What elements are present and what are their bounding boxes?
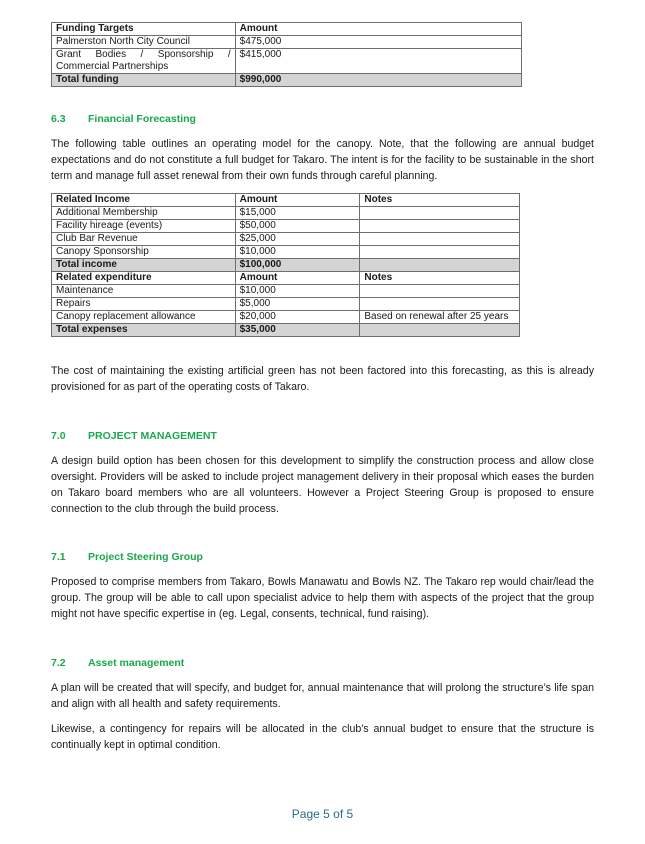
header-cell: Amount — [235, 23, 521, 36]
income-notes — [360, 220, 520, 233]
header-cell: Notes — [360, 194, 520, 207]
total-label: Total funding — [52, 74, 236, 87]
total-notes — [360, 324, 520, 337]
income-label: Club Bar Revenue — [52, 233, 236, 246]
total-amount: $990,000 — [235, 74, 521, 87]
total-amount: $100,000 — [235, 259, 360, 272]
income-notes — [360, 207, 520, 220]
income-label: Facility hireage (events) — [52, 220, 236, 233]
total-amount: $35,000 — [235, 324, 360, 337]
table-row — [52, 246, 520, 259]
expenditure-notes — [360, 298, 520, 311]
income-label: Additional Membership — [52, 207, 236, 220]
table-row — [52, 233, 520, 246]
section-heading-7-0 — [51, 430, 217, 442]
funding-label: Palmerston North City Council — [52, 36, 236, 49]
table-total-row — [52, 259, 520, 272]
paragraph: A plan will be created that will specify, and budget for, annual maintenance that will prolong the structure’s life span and align with all health and safety requirements. — [51, 682, 594, 710]
section-title: Asset management — [88, 657, 185, 669]
income-label: Canopy Sponsorship — [52, 246, 236, 259]
funding-label-line1: Grant Bodies / Sponsorship / — [56, 49, 231, 60]
table-total-row — [52, 74, 522, 87]
expenditure-notes: Based on renewal after 25 years — [360, 311, 520, 324]
funding-label-line2: Commercial Partnerships — [56, 61, 169, 72]
section-number: 7.2 — [51, 657, 66, 669]
funding-label — [52, 49, 236, 74]
expenditure-label: Maintenance — [52, 285, 236, 298]
expenditure-notes — [360, 285, 520, 298]
header-cell: Related expenditure — [52, 272, 236, 285]
table-row — [52, 220, 520, 233]
income-notes — [360, 246, 520, 259]
funding-table — [51, 22, 522, 87]
funding-amount: $415,000 — [235, 49, 521, 74]
page-number: Page 5 of 5 — [291, 807, 354, 821]
table-row — [52, 207, 520, 220]
header-cell: Related Income — [52, 194, 236, 207]
table-row — [52, 36, 522, 49]
total-label: Total income — [52, 259, 236, 272]
paragraph: A design build option has been chosen for this development to simplify the construction process and allow close oversight. Providers will be asked to include project management delivery in their proposal which eases the burden on Takaro board members who are all volunteers. However a Project Steering Group is proposed to ensure connection to the club through the build process. — [51, 455, 594, 515]
total-notes — [360, 259, 520, 272]
expenditure-amount: $20,000 — [235, 311, 360, 324]
expenditure-label: Canopy replacement allowance — [52, 311, 236, 324]
forecast-table — [51, 193, 520, 337]
section-title: Project Steering Group — [88, 551, 203, 563]
section-heading-7-2 — [51, 657, 184, 669]
paragraph: The following table outlines an operating model for the canopy. Note, that the following are annual budget expectations and do not constitute a full budget for Takaro. The intent is for the facility to be sustainable in the short term and manage full asset renewal from their own funds through careful planning. — [51, 138, 594, 182]
income-amount: $10,000 — [235, 246, 360, 259]
table-total-row — [52, 324, 520, 337]
income-notes — [360, 233, 520, 246]
header-cell: Notes — [360, 272, 520, 285]
section-number: 6.3 — [51, 113, 66, 125]
table-header-row — [52, 194, 520, 207]
total-label: Total expenses — [52, 324, 236, 337]
paragraph: Proposed to comprise members from Takaro, Bowls Manawatu and Bowls NZ. The Takaro rep would chair/lead the group. The group will be able to call upon specialist advice to help them with aspects of the project that the group might not have specific expertise in (eg. Legal, consents, technical, fund raising). — [51, 576, 594, 620]
header-cell: Amount — [235, 194, 360, 207]
paragraph: Likewise, a contingency for repairs will be allocated in the club’s annual budget to ensure that the structure is continually kept in optimal condition. — [51, 723, 594, 751]
funding-amount: $475,000 — [235, 36, 521, 49]
section-title: Financial Forecasting — [88, 113, 196, 125]
header-cell: Amount — [235, 272, 360, 285]
paragraph: The cost of maintaining the existing artificial green has not been factored into this forecasting, as this is already provisioned for as part of the operating costs of Takaro. — [51, 365, 594, 393]
income-amount: $25,000 — [235, 233, 360, 246]
section-title: PROJECT MANAGEMENT — [88, 430, 217, 442]
table-header-row — [52, 272, 520, 285]
expenditure-amount: $10,000 — [235, 285, 360, 298]
income-amount: $50,000 — [235, 220, 360, 233]
expenditure-amount: $5,000 — [235, 298, 360, 311]
section-heading-6-3 — [51, 113, 196, 125]
table-row — [52, 285, 520, 298]
income-amount: $15,000 — [235, 207, 360, 220]
section-number: 7.0 — [51, 430, 66, 442]
table-header-row — [52, 23, 522, 36]
table-row — [52, 311, 520, 324]
header-cell: Funding Targets — [52, 23, 236, 36]
table-row — [52, 298, 520, 311]
table-row — [52, 49, 522, 74]
section-heading-7-1 — [51, 551, 203, 563]
section-number: 7.1 — [51, 551, 66, 563]
expenditure-label: Repairs — [52, 298, 236, 311]
